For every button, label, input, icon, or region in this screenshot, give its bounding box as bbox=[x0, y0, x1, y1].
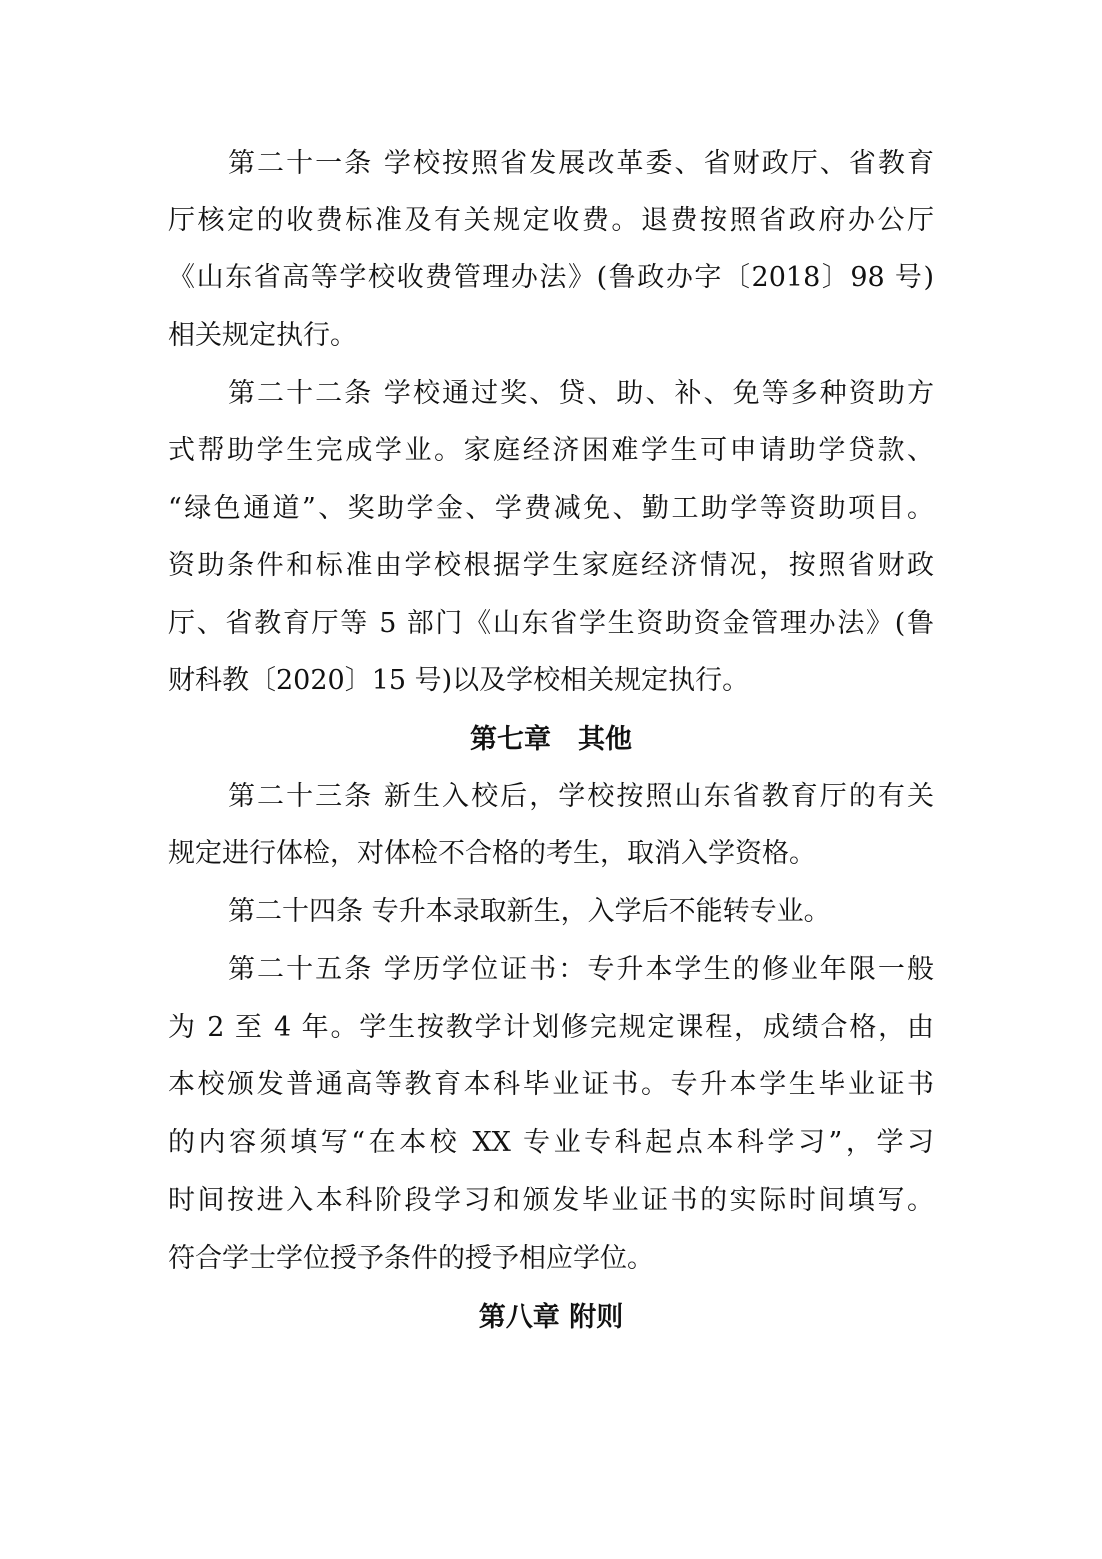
article-25-line-5: 时间按进入本科阶段学习和颁发毕业证书的实际时间填写。 bbox=[168, 1185, 934, 1216]
article-21-line-1: 第二十一条 学校按照省发展改革委、省财政厅、省教育 bbox=[228, 148, 934, 179]
article-25-line-1: 第二十五条 学历学位证书：专升本学生的修业年限一般 bbox=[228, 954, 934, 985]
article-21-line-2: 厅核定的收费标准及有关规定收费。退费按照省政府办公厅 bbox=[168, 205, 934, 236]
article-23-line-1: 第二十三条 新生入校后，学校按照山东省教育厅的有关 bbox=[228, 781, 934, 812]
article-22-line-1: 第二十二条 学校通过奖、贷、助、补、免等多种资助方 bbox=[228, 378, 934, 409]
article-21-line-3: 《山东省高等学校收费管理办法》(鲁政办字〔2018〕98 号) bbox=[168, 262, 934, 293]
article-24-line-1: 第二十四条 专升本录取新生，入学后不能转专业。 bbox=[228, 896, 831, 927]
chapter-7-heading: 第七章 其他 bbox=[470, 724, 632, 755]
article-23-line-2: 规定进行体检，对体检不合格的考生，取消入学资格。 bbox=[168, 838, 816, 869]
article-25-line-2: 为 2 至 4 年。学生按教学计划修完规定课程，成绩合格，由 bbox=[168, 1012, 934, 1043]
article-25-line-3: 本校颁发普通高等教育本科毕业证书。专升本学生毕业证书 bbox=[168, 1069, 934, 1100]
article-22-line-3: “绿色通道”、奖助学金、学费减免、勤工助学等资助项目。 bbox=[168, 493, 934, 524]
article-25-line-6: 符合学士学位授予条件的授予相应学位。 bbox=[168, 1243, 654, 1274]
article-22-line-5: 厅、省教育厅等 5 部门《山东省学生资助资金管理办法》(鲁 bbox=[168, 608, 934, 639]
chapter-8-heading: 第八章 附则 bbox=[478, 1302, 624, 1333]
article-22-line-6: 财科教〔2020〕15 号)以及学校相关规定执行。 bbox=[168, 665, 750, 696]
article-21-line-4: 相关规定执行。 bbox=[168, 320, 357, 351]
article-22-line-2: 式帮助学生完成学业。家庭经济困难学生可申请助学贷款、 bbox=[168, 435, 934, 466]
article-25-line-4: 的内容须填写“在本校 XX 专业专科起点本科学习”，学习 bbox=[168, 1127, 934, 1158]
article-22-line-4: 资助条件和标准由学校根据学生家庭经济情况，按照省财政 bbox=[168, 550, 934, 581]
